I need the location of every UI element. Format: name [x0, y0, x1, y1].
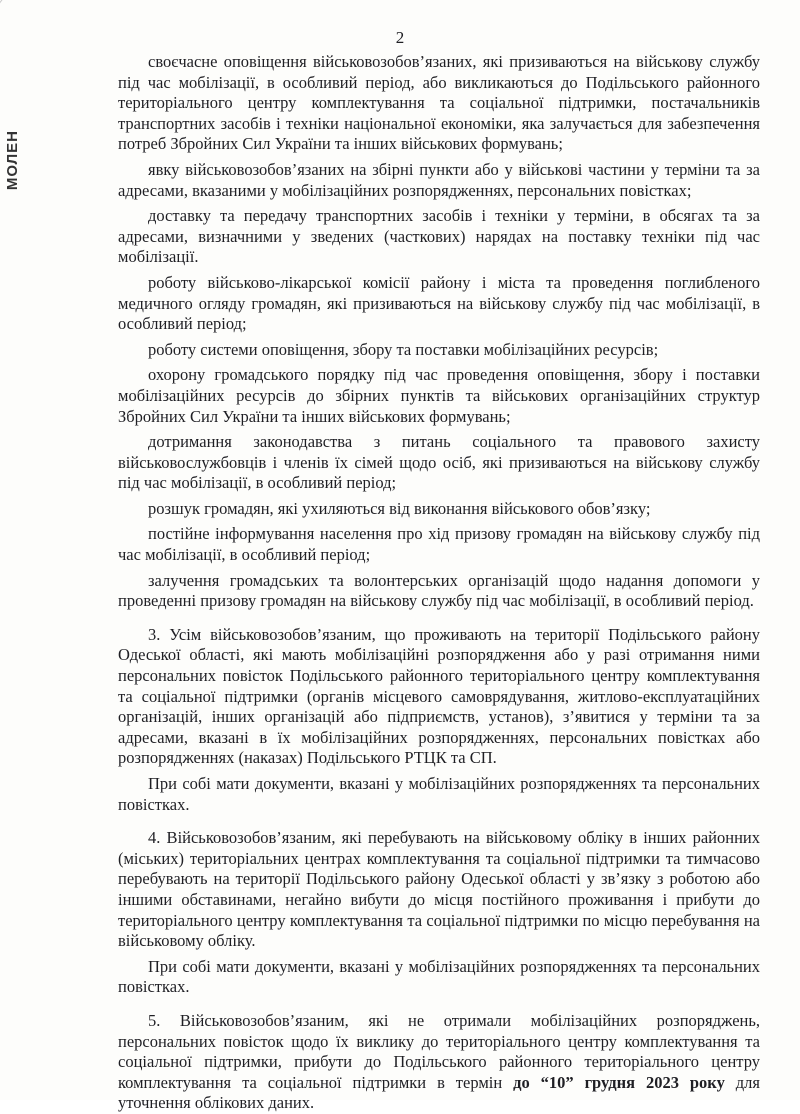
paragraph-medical-commission: роботу військово-лікарської комісії району і міста та проведення поглибленого медичного огляду громадян, які призиваються на військову службу під час мобілізації, в особливий період; — [118, 272, 760, 334]
paragraph-item-5-text: 5. Військовозобов’язаним, які не отримали мобілізаційних розпоряджень, персональних повісток щодо їх виклику до територіального центру комплектування та соціальної підтримки, прибути до Подільського районного територіального центру комплектування та соціальної підтримки в термін — [118, 1010, 760, 1092]
paragraph-item-3: 3. Усім військовозобов’язаним, що проживають на території Подільського району Одеської області, які мають мобілізаційні розпорядження або у разі отримання ними персональних повісток Подільського районного територіального центру комплектування та соціальної підтримки (органів місцевого самоврядування, житлово-експлуатаційних організацій, інших організацій або підприємств, установ), з’явитися у терміни та за адресами, вказані в їх мобілізаційних розпорядженнях, персональних повістках або розпорядженнях (наказах) Подільського РТЦК та СП. — [118, 624, 760, 768]
paragraph-item-5 — [118, 1011, 760, 1114]
document-body — [118, 52, 760, 1114]
deadline-date: до “10” грудня 2023 року — [513, 1072, 725, 1092]
paragraph-search: розшук громадян, які ухиляються від виконання військового обов’язку; — [148, 498, 651, 518]
paragraph-item-4: 4. Військовозобов’язаним, які перебувають на військовому обліку в інших районних (міських) територіальних центрах комплектування та соціальної підтримки та тимчасово перебувають на території Подільського району Одеської області у зв’язку з роботою або іншими обставинами, негайно вибути до місця постійного проживання і прибути до територіального центру комплектування та соціальної підтримки по місцю перебування на військовому обліку. — [118, 828, 760, 951]
paragraph-informing: постійне інформування населення про хід призову громадян на військову службу під час мобілізації, в особливий період; — [118, 524, 760, 565]
side-stamp-text: МОЛЕН — [4, 130, 21, 191]
paragraph-notification-system: роботу системи оповіщення, збору та поставки мобілізаційних ресурсів; — [148, 339, 659, 359]
paragraph-item-5-end: для уточнення облікових даних. — [118, 1072, 760, 1113]
paragraph-public-order: охорону громадського порядку під час проведення оповіщення, збору і поставки мобілізаційних ресурсів до збірних пунктів та військових організаційних структур Збройних Сил України та інших військових формувань; — [118, 365, 760, 426]
page-number: 2 — [395, 28, 405, 47]
paragraph-attendance: явку військовозобов’язаних на збірні пункти або у військові частини у терміни та за адресами, вказаними у мобілізаційних розпорядженнях, персональних повістках; — [118, 159, 760, 200]
paragraph-volunteers: залучення громадських та волонтерських організацій щодо надання допомоги у проведенні призову громадян на військову службу під час мобілізації, в особливий період. — [118, 570, 760, 611]
paragraph-item-4-documents: При собі мати документи, вказані у мобілізаційних розпорядженнях та персональних повістках. — [118, 956, 760, 997]
paragraph-social-protection: дотримання законодавства з питань соціального та правового захисту військовослужбовців і членів їх сімей щодо осіб, які призиваються на військову службу під час мобілізації, в особливий період; — [118, 432, 760, 493]
paragraph-vehicle-delivery: доставку та передачу транспортних засобів і техніки у терміни, в обсягах та за адресами, визначними у зведених (часткових) нарядах на поставку техніки під час мобілізації. — [118, 206, 760, 267]
paragraph-item-3-documents: При собі мати документи, вказані у мобілізаційних розпорядженнях та персональних повістках. — [118, 774, 760, 814]
paragraph-notification: своєчасне оповіщення військовозобов’язаних, які призиваються на військову службу під час мобілізації, в особливий період, або викликаються до Подільського районного територіального центру комплектування та соціальної підтримки, постачальників транспортних засобів і техніки національної економіки, яка залучається для забезпечення потреб Збройних Сил України та інших військових формувань; — [118, 52, 760, 154]
